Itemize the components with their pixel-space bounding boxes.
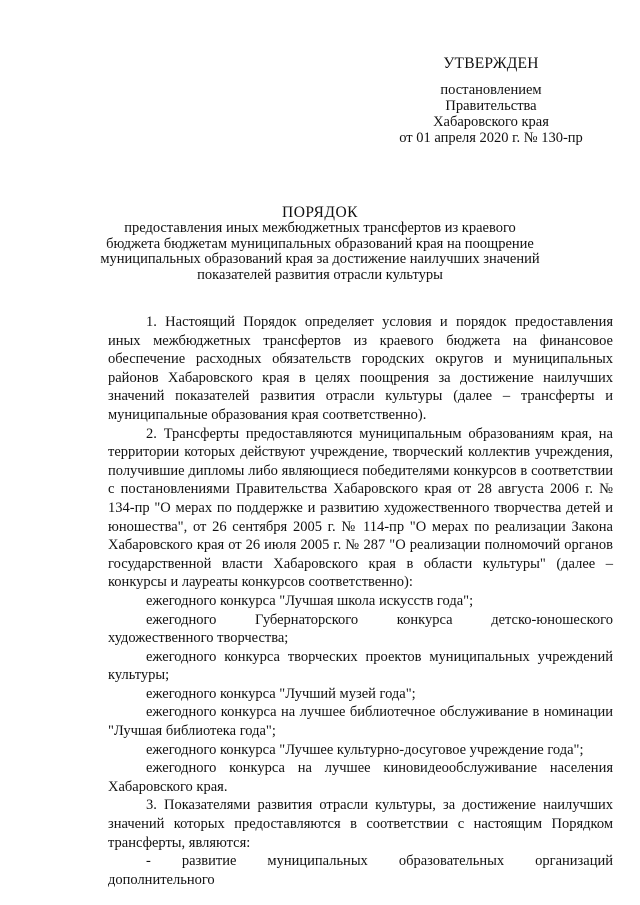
list-item: ежегодного конкурса "Лучший музей года";	[146, 685, 416, 702]
approval-line-2: Правительства	[445, 98, 537, 114]
approval-date-line: от 01 апреля 2020 г. № 130-пр	[399, 130, 583, 146]
paragraph-3: 3. Показателями развития отрасли культуры, за достижение наилучших значений которых предоставляются в соответствии с настоящим Порядком трансферты, являются:	[108, 797, 613, 851]
approval-title: УТВЕРЖДЕН	[443, 55, 539, 72]
list-item: ежегодного конкурса на лучшее киновидеообслуживание населения Хабаровского края.	[108, 760, 613, 795]
document-title: ПОРЯДОК	[282, 204, 358, 221]
approval-stamp	[380, 56, 602, 146]
paragraph-2: 2. Трансферты предоставляются муниципальным образованиям края, на территории которых действуют учреждение, творческий коллектив учреждения, получившие дипломы либо являющиеся победителями конкурсов в соответствии с постановлениями Правительства Хабаровского края от 28 августа 2006 г. № 134-пр "О мерах по поддержке и развитию художественного творчества детей и юношества", от 26 сентября 2005 г. № 114-пр "О мерах по реализации Закона Хабаровского края от 26 июля 2005 г. № 287 "О реализации полномочий органов государственной власти Хабаровского края в области культуры" (далее – конкурсы и лауреаты конкурсов соответственно):	[108, 425, 613, 591]
list-item: ежегодного конкурса на лучшее библиотечное обслуживание в номинации "Лучшая библиотека года";	[108, 704, 613, 740]
paragraph-3-item: - развитие муниципальных образовательных организаций дополнительного	[108, 853, 613, 888]
approval-line-3: Хабаровского края	[433, 114, 549, 130]
document-subtitle: предоставления иных межбюджетных трансфертов из краевого бюджета бюджетам муниципальных образований края на поощрение муниципальных образований края за достижение наилучших значений показателей развития отрасли культуры	[100, 220, 540, 283]
list-item: ежегодного конкурса "Лучшая школа искусств года";	[146, 592, 474, 609]
approval-line-1: постановлением	[440, 82, 542, 98]
list-item: ежегодного Губернаторского конкурса детско-юношеского художественного творчества;	[108, 611, 613, 647]
list-item: ежегодного конкурса "Лучшее культурно-досуговое учреждение года";	[146, 741, 584, 758]
document-body	[108, 313, 613, 889]
list-item: ежегодного конкурса творческих проектов муниципальных учреждений культуры;	[108, 648, 613, 684]
paragraph-1: 1. Настоящий Порядок определяет условия и порядок предоставления иных межбюджетных трансфертов из краевого бюджета на финансовое обеспечение расходных обязательств городских округов и муниципальных районов Хабаровского края в целях поощрения за достижение наилучших значений показателей развития отрасли культуры (далее – трансферты и муниципальные образования края соответственно).	[108, 314, 613, 423]
